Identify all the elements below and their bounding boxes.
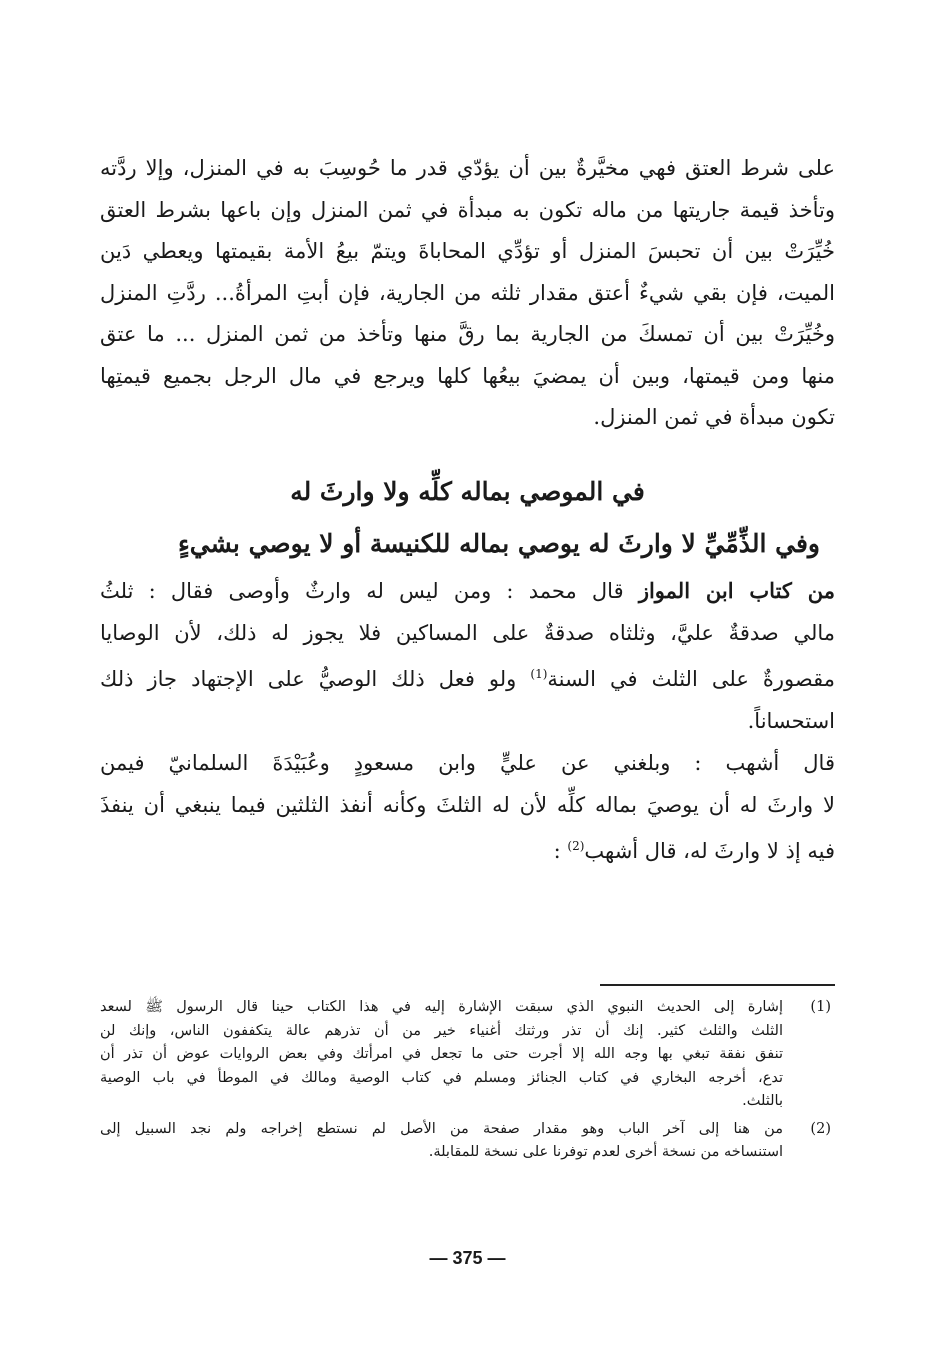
footnote-text [100, 996, 783, 1114]
text-fragment: : [553, 839, 568, 863]
text-line: منها ومن قيمتها، وبين أن يمضيَ بيعُها كلها ويرجع في مال الرجل بجميع قيمتِها [100, 363, 835, 388]
text-line: استحساناً. [747, 708, 835, 733]
text-fragment: فيه إذ لا وارثَ له، قال أشهب [584, 839, 835, 863]
text-line [100, 826, 835, 873]
footnote-line: إشارة إلى الحديث النبوي الذي سبقت الإشارة إليه في هذا الكتاب حينا قال الرسول ﷺ لسعد [100, 999, 783, 1015]
footnote-number: (1) [810, 999, 831, 1015]
footnote-number: (2) [810, 1120, 831, 1137]
footnote-2 [100, 1118, 835, 1165]
text-fragment: ولو فعل ذلك الوصيُّ على الإجتهاد جاز ذلك [100, 667, 531, 691]
paragraph-1 [100, 148, 835, 439]
text-line: الميت، فإن بقي شيءٌ أعتق مقدار ثلثه من الجارية، فإن أبتِ المرأةُ... ردَّتِ المنزل [100, 280, 835, 305]
heading-line-2: وفي الذِّمِّيِّ لا وارثَ له يوصي بماله للكنيسة أو لا يوصي بشيءٍ [178, 529, 820, 558]
text-line: لا وارثَ له أن يوصيَ بماله كلِّه لأن له الثلثَ وكأنه أنفذ الثلثين فيما ينبغي أن ينفذَ [100, 792, 835, 817]
footnotes [100, 996, 835, 1169]
text-line: خُيِّرَتْ بين أن تحبسَ المنزل أو تؤدِّي المحاباةَ ويتمّ بيعُ الأمة بقيمتها ويعطي دَين [100, 239, 835, 263]
text-line [100, 654, 835, 701]
text-fragment: مقصورةٌ على الثلث في السنة [547, 667, 835, 691]
text-line: قال أشهب : وبلغني عن عليٍّ وابن مسعودٍ وعُبَيْدَةَ السلمانيّ فيمن [100, 751, 835, 775]
footnote-divider [600, 984, 835, 986]
footnote-line: الثلث والثلث كثير. إنك أن تذر ورثتك أغنياء خير من أن تذرهم عالة يتكففون الناس، وإنك لن [100, 1022, 783, 1039]
text-line: وتأخذ قيمة جاريتها من ماله تكون به مبدأة في ثمن المنزل وإن باعها بشرط العتق [100, 197, 835, 222]
paragraph-2 [100, 570, 835, 742]
text-line: على شرط العتق فهي مخيَّرةٌ بين أن يؤدّي قدر ما حُوسِبَ به في المنزل، وإلا ردَّته [100, 156, 835, 180]
footnote-ref-2[interactable]: (2) [567, 839, 585, 853]
footnote-1 [100, 996, 835, 1114]
footnote-line: تدع، أخرجه البخاري في كتاب الجنائز ومسلم في كتاب الوصية ومالك في الموطأ في باب الوصية [100, 1069, 783, 1086]
footnote-line: استنساخه من نسخة أخرى لعدم توفرنا على نسخة للمقابلة. [428, 1144, 783, 1160]
footnote-text [100, 1118, 783, 1165]
source-title: من كتاب ابن المواز [638, 578, 835, 603]
text-line: مالي صدقةٌ عليَّ، وثلثاه صدقةٌ على المساكين فلا يجوز له ذلك، لأن الوصايا [100, 620, 835, 645]
heading-line-1: في الموصي بماله كلِّه ولا وارثَ له [290, 477, 645, 506]
section-heading [100, 466, 835, 570]
text-line: وخُيِّرَتْ بين أن تمسكَ من الجارية بما رقَّ منها وتأخذ من ثمن المنزل ... ما عتق [100, 322, 835, 346]
text-line [100, 570, 835, 613]
footnote-line: بالثلث. [742, 1093, 783, 1109]
footnote-line: من هنا إلى آخر الباب وهو مقدار صفحة من الأصل لم نستطع إخراجه ولم نجد السبيل إلى [100, 1120, 783, 1137]
text-fragment: قال محمد : ومن ليس له وارثٌ وأوصى فقال : ثلثُ [100, 579, 639, 603]
footnote-ref-1[interactable]: (1) [530, 667, 548, 681]
page-number: — 375 — [429, 1248, 506, 1268]
paragraph-3 [100, 743, 835, 873]
footnote-line: تنفق نفقة تبغي بها وجه الله إلا أجرت حتى ما تجعل في امرأتك وفي بعض الروايات عوض أن تذر أن [100, 1046, 783, 1062]
text-line: تكون مبدأة في ثمن المنزل. [593, 405, 835, 429]
